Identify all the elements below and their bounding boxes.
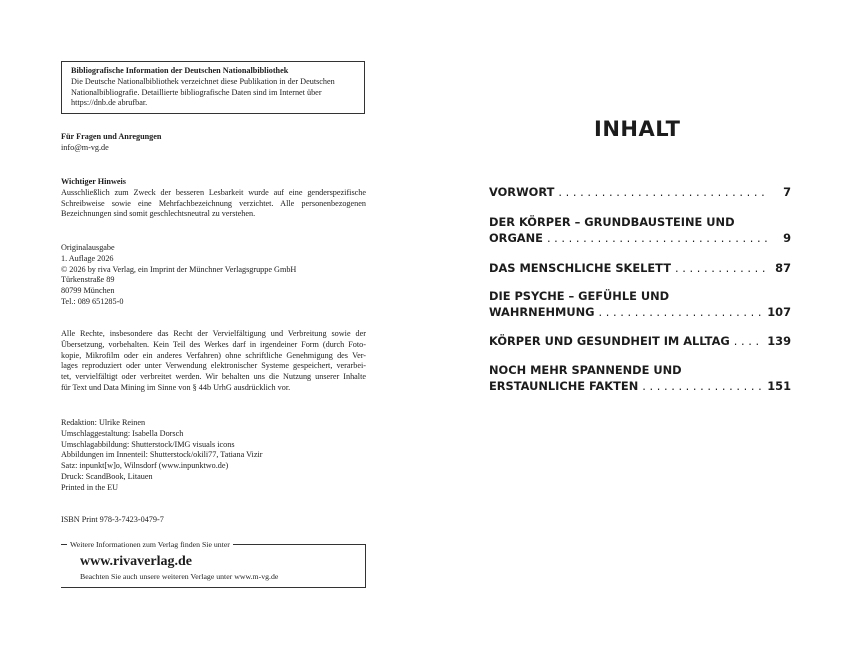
rights-block (61, 329, 366, 394)
isbn-block (61, 515, 164, 526)
web-caption: Weitere Informationen zum Verlag finden Sie unter (67, 539, 233, 550)
rights-line: für Text und Data Mining im Sinne von § 44b UrhG ausdrücklich vor. (61, 382, 291, 392)
web-note: Beachten Sie auch unsere weiteren Verlage unter www.m-vg.de (80, 572, 279, 581)
toc-entry-title: WAHRNEHMUNG (489, 305, 595, 319)
edition-line: Tel.: 089 651285-0 (61, 296, 124, 306)
toc-entry-title: DAS MENSCHLICHE SKELETT (489, 261, 671, 275)
toc-dot-leader (599, 304, 762, 320)
biblio-line: https://dnb.de abrufbar. (71, 98, 148, 108)
toc-entry-title-line1: DIE PSYCHE – GEFÜHLE UND (489, 289, 670, 303)
toc-page-number: 87 (775, 261, 791, 275)
credits-line: Umschlagabbildung: Shutterstock/IMG visuals icons (61, 439, 235, 449)
toc-entry (489, 288, 791, 320)
contact-block (61, 132, 161, 154)
rights-line: lages reproduziert oder unter Verwendung elektronischer Systeme gespeichert, verarbei- (61, 361, 366, 371)
toc-entry (489, 184, 791, 200)
contents-heading: INHALT (594, 117, 681, 141)
edition-line: Originalausgabe (61, 243, 115, 252)
contact-title: Für Fragen und Anregungen (61, 132, 162, 141)
notice-title: Wichtiger Hinweis (61, 177, 126, 186)
toc-entry-title-line1: NOCH MEHR SPANNENDE UND (489, 363, 682, 377)
toc-page-number: 9 (783, 231, 791, 245)
publisher-url: www.rivaverlag.de (80, 554, 192, 569)
credits-line: Abbildungen im Innenteil: Shutterstock/okili77, Tatiana Vizir (61, 450, 263, 460)
edition-line: 80799 München (61, 286, 115, 296)
toc-page-number: 139 (767, 334, 791, 348)
edition-line: 1. Auflage 2026 (61, 253, 114, 263)
publisher-web-box (61, 540, 366, 588)
isbn: ISBN Print 978-3-7423-0479-7 (61, 515, 164, 524)
toc-page-number: 7 (783, 185, 791, 199)
notice-line: Schreibweise sowie eine Mehrfachbezeichnung verzichtet. Alle personenbezogenen (61, 198, 366, 208)
toc-dot-leader (734, 333, 761, 349)
toc-dot-leader (558, 184, 767, 200)
notice-line: Ausschließlich zum Zweck der besseren Lesbarkeit wurde auf eine genderspezifische (61, 187, 366, 197)
rights-line: tet, vervielfältigt oder verbreitet werden. Wir behalten uns die Nutzung unserer Inhalte (61, 372, 366, 382)
credits-line: Redaktion: Ulrike Reinen (61, 418, 146, 427)
rights-line: Alle Rechte, insbesondere das Recht der Vervielfältigung und Verbreitung sowie der (61, 329, 366, 338)
biblio-line: Die Deutsche Nationalbibliothek verzeichnet diese Publikation in der Deutschen (71, 76, 335, 86)
toc-entry (489, 362, 791, 394)
biblio-title: Bibliografische Information der Deutschen Nationalbibliothek (71, 66, 289, 75)
contents-page (426, 0, 853, 648)
rights-line: Übersetzung, vorbehalten. Kein Teil des Werkes darf in irgendeiner Form (durch Foto- (61, 339, 366, 349)
toc-entry-title: VORWORT (489, 185, 555, 199)
toc-entry (489, 260, 791, 276)
edition-block (61, 243, 296, 308)
imprint-page (0, 0, 426, 648)
credits-line: Umschlaggestaltung: Isabella Dorsch (61, 428, 184, 438)
credits-line: Druck: ScandBook, Litauen (61, 471, 153, 481)
edition-line: Türkenstraße 89 (61, 275, 115, 285)
contact-email: info@m-vg.de (61, 142, 109, 152)
toc-entry-title: ERSTAUNLICHE FAKTEN (489, 379, 639, 393)
credits-block (61, 418, 262, 494)
notice-block (61, 177, 366, 220)
toc-page-number: 107 (767, 305, 791, 319)
toc-dot-leader (675, 260, 767, 276)
toc-dot-leader (547, 230, 767, 246)
notice-line: Bezeichnungen sind somit geschlechtsneutral zu verstehen. (61, 209, 256, 219)
biblio-line: Nationalbibliografie. Detaillierte bibliografische Daten sind im Internet über (71, 87, 322, 97)
toc-entry (489, 333, 791, 349)
bibliographic-info-box (61, 61, 365, 114)
toc-entry-title: ORGANE (489, 231, 543, 245)
credits-line: Printed in the EU (61, 482, 119, 492)
credits-line: Satz: inpunkt[w]o, Wilnsdorf (www.inpunktwo.de) (61, 461, 229, 471)
toc-page-number: 151 (767, 379, 791, 393)
toc-dot-leader (642, 378, 761, 394)
toc-entry-title-line1: DER KÖRPER – GRUNDBAUSTEINE UND (489, 215, 735, 229)
toc-entry (489, 214, 791, 246)
toc-entry-title: KÖRPER UND GESUNDHEIT IM ALLTAG (489, 334, 730, 348)
edition-line: © 2026 by riva Verlag, ein Imprint der Münchner Verlagsgruppe GmbH (61, 264, 297, 274)
rights-line: kopie, Mikrofilm oder ein anderes Verfahren) ohne schriftliche Genehmigung des Ver- (61, 350, 366, 360)
